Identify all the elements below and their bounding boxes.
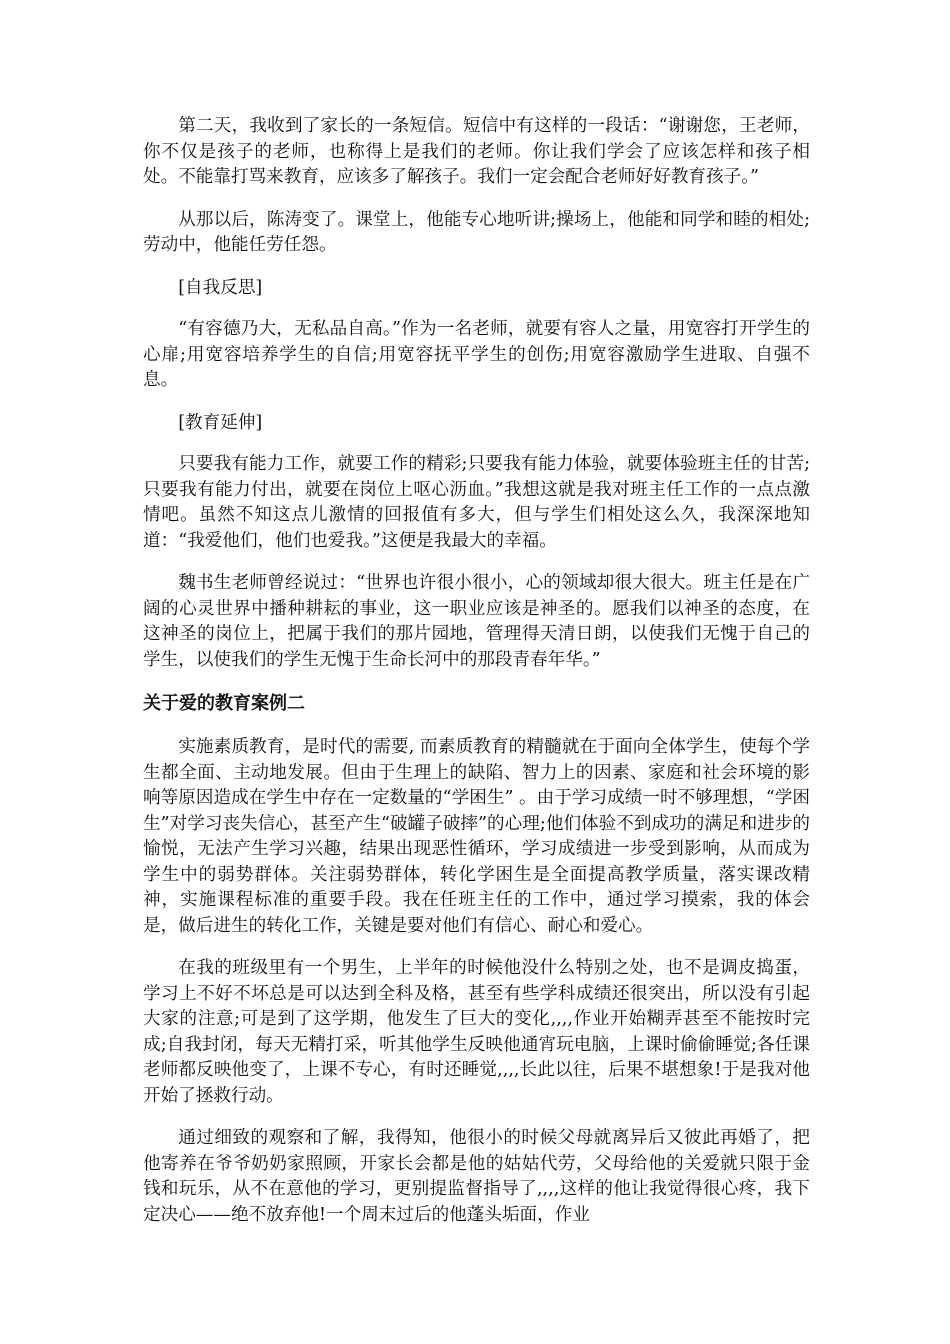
paragraph-boy-in-class: 在我的班级里有一个男生，上半年的时候他没什么特别之处，也不是调皮捣蛋，学习上不好不坏总是可以达到全科及格，甚至有些学科成绩还很突出，所以没有引起大家的注意;可是到了这学期，他发生了巨大的变化,,,,作业开始糊弄甚至不能按时完成;自我封闭，每天无精打采，听其他学生反映他通宵玩电脑，上课时偷偷睡觉;各任课老师都反映他变了，上课不专心，有时还睡觉,,,,长此以往，后果不堪想象!于是我对他开始了拯救行动。	[143, 958, 810, 1106]
paragraph-observation: 通过细致的观察和了解，我得知，他很小的时候父母就离异后又彼此再婚了，把他寄养在爷爷奶奶家照顾，开家长会都是他的姑姑代劳，父母给他的关爱就只限于金钱和玩乐，从不在意他的学习，更别提监督指导了,,,,这样的他让我觉得很心疼，我下定决心——绝不放弃他!一个周末过后的他蓬头垢面，作业	[143, 1128, 810, 1225]
paragraph-tolerance: “有容德乃大，无私品自高。”作为一名老师，就要有容人之量，用宽容打开学生的心扉;用宽容培养学生的自信;用宽容抚平学生的创伤;用宽容激励学生进取、自强不息。	[143, 319, 810, 390]
paragraph-parent-message: 第二天，我收到了家长的一条短信。短信中有这样的一段话：“谢谢您，王老师，你不仅是孩子的老师，也称得上是我们的老师。你让我们学会了应该怎样和孩子相处。不能靠打骂来教育，应该多了解孩子。我们一定会配合老师好好教育孩子。”	[143, 116, 810, 187]
paragraph-wei-shusheng-quote: 魏书生老师曾经说过：“世界也许很小很小，心的领域却很大很大。班主任是在广阔的心灵世界中播种耕耘的事业，这一职业应该是神圣的。愿我们以神圣的态度，在这神圣的岗位上，把属于我们的那片园地，管理得天清日朗，以使我们无愧于自己的学生，以使我们的学生无愧于生命长河中的那段青春年华。”	[143, 573, 810, 670]
section-heading: 关于爱的教育案例二	[143, 693, 305, 714]
document-body	[143, 114, 810, 1245]
paragraph-chen-tao-changed: 从那以后，陈涛变了。课堂上，他能专心地听讲;操场上，他能和同学和睦的相处;劳动中，他能任劳任怨。	[143, 209, 810, 255]
section-label-education-extension: [教育延伸]	[178, 412, 263, 433]
paragraph-quality-education: 实施素质教育，是时代的需要, 而素质教育的精髓就在于面向全体学生，使每个学生都全面、主动地发展。但由于生理上的缺陷、智力上的因素、家庭和社会环境的影响等原因造成在学生中存在一定数量的“学困生” 。由于学习成绩一时不够理想，“学困生”对学习丧失信心，甚至产生“破罐子破摔”的心理;他们体验不到成功的满足和进步的愉悦，无法产生学习兴趣，结果出现恶性循环，学习成绩进一步受到影响，从而成为学生中的弱势群体。关注弱势群体，转化学困生是全面提高教学质量，落实课改精神，实施课程标准的重要手段。我在任班主任的工作中，通过学习摸索，我的体会是，做后进生的转化工作，关键是要对他们有信心、耐心和爱心。	[143, 737, 810, 936]
paragraph-passion: 只要我有能力工作，就要工作的精彩;只要我有能力体验，就要体验班主任的甘苦;只要我有能力付出，就要在岗位上呕心沥血。”我想这就是我对班主任工作的一点点激情吧。虽然不知这点儿激情的回报值有多大，但与学生们相处这么久，我深深地知道：“我爱他们，他们也爱我。”这便是我最大的幸福。	[143, 454, 810, 551]
section-label-self-reflection: [自我反思]	[178, 277, 263, 298]
